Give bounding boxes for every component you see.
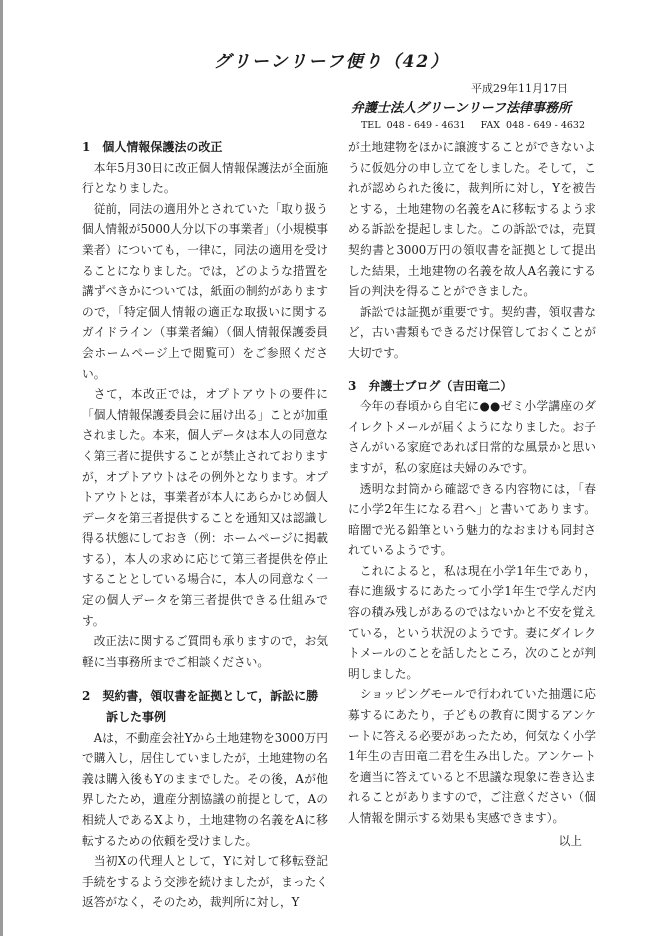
section-2-paragraph: 訴訟では証拠が重要です。契約書，領収書など，古い書類もできるだけ保管しておくことが大切です。 — [348, 304, 596, 360]
firm-name: 弁護士法人グリーンリーフ法律事務所 — [350, 101, 571, 116]
section-2-heading: 2 契約書，領収書を証拠として，訴訟に勝訴した事例 — [82, 689, 319, 725]
section-3-paragraph: ショッピングモールで行われていた抽選に応募するにあたり，子どもの教育に関するアンケートに答える必要があったため，何気なく小学1年生の吉田竜二君を生み出した。アンケートを適当に答えていると不思議な現象に巻き込まれることがありますので，ご注意ください（個人情報を開示する効果も実感できます）。 — [348, 687, 596, 825]
closing-mark: 以上 — [558, 833, 582, 848]
right-column — [348, 137, 596, 851]
section-3-heading: 3 弁護士ブログ（吉田竜二） — [348, 378, 513, 393]
left-column — [82, 137, 328, 913]
section-2-paragraph-continuation: が土地建物をほかに譲渡することができないように仮処分の申し立てをしました。そして，これが認められた後に，裁判所に対し，Yを被告とする，土地建物の名義をAに移転するよう求める訴訟を提起しました。この訴訟では，売買契約書と3000万円の領収書を証拠として提出した結果，土地建物の名義を故人A名義にする旨の判決を得ることができました。 — [348, 140, 596, 299]
section-2-paragraph-continued: 当初Xの代理人として，Yに対して移転登記手続をするよう交渉を続けましたが，まったく返答がなく，そのため，裁判所に対し，Y — [82, 854, 328, 910]
section-3-paragraph: これによると，私は現在小学1年生であり，春に進級するにあたって小学1年生で学んだ内容の積み残しがあるのではないかと不安を覚えている，という状況のようです。妻にダイレクトメールのことを話したところ，次のことが判明しました。 — [348, 563, 596, 681]
section-1-paragraph: 本年5月30日に改正個人情報保護法が全面施行となりました。 — [82, 160, 328, 196]
section-3-paragraph: 今年の春頃から自宅に●●ゼミ小学講座のダイレクトメールが届くようになりました。お子さんがいる家庭であれば日常的な風景かと思いますが，私の家庭は夫婦のみです。 — [348, 399, 596, 475]
section-1-paragraph: 従前，同法の適用外とされていた「取り扱う個人情報が5000人分以下の事業者」（小規模事業者）についても，一律に，同法の適用を受けることになりました。では，どのような措置を講ずべきかについては，紙面の制約がありますので，「特定個人情報の適正な取扱いに関するガイドライン（事業者編）（個人情報保護委員会ホームページ上で閲覧可）をご参照ください。 — [82, 201, 328, 381]
newsletter-title: グリーンリーフ便り（42） — [213, 52, 450, 72]
contact-line: TEL 048 - 649 - 4631 FAX 048 - 649 - 4632 — [360, 120, 585, 131]
section-1-paragraph: 改正法に関するご質問も承りますので，お気軽に当事務所までご相談ください。 — [82, 634, 328, 669]
section-1-heading: 1 個人情報保護法の改正 — [82, 140, 223, 154]
section-3-paragraph: 透明な封筒から確認できる内容物には，「春に小学2年生になる君へ」と書いてあります。暗闇で光る鉛筆という魅力的なおまけも同封されているようです。 — [348, 481, 596, 558]
issue-date: 平成29年11月17日 — [471, 82, 568, 95]
scan-edge — [0, 0, 3, 936]
section-2-paragraph: Aは，不動産会社Yから土地建物を3000万円で購入し，居住していましたが，土地建物の名義は購入後もYのままでした。その後，Aが他界したため，遺産分割協議の前提として，Aの相続人であるXより，土地建物の名義をAに移転するための依頼を受けました。 — [82, 730, 328, 848]
section-1-paragraph: さて，本改正では，オプトアウトの要件に「個人情報保護委員会に届け出る」ことが加重されました。本来，個人データは本人の同意なく第三者に提供することが禁止されておりますが，オプトアウトはその例外となります。オプトアウトとは，事業者が本人にあらかじめ個人データを第三者提供することを通知又は認識し得る状態にしておき（例：ホームページに掲載する），本人の求めに応じて第三者提供を停止することとしている場合に，本人の同意なく一定の個人データを第三者提供できる仕組みです。 — [82, 387, 328, 628]
